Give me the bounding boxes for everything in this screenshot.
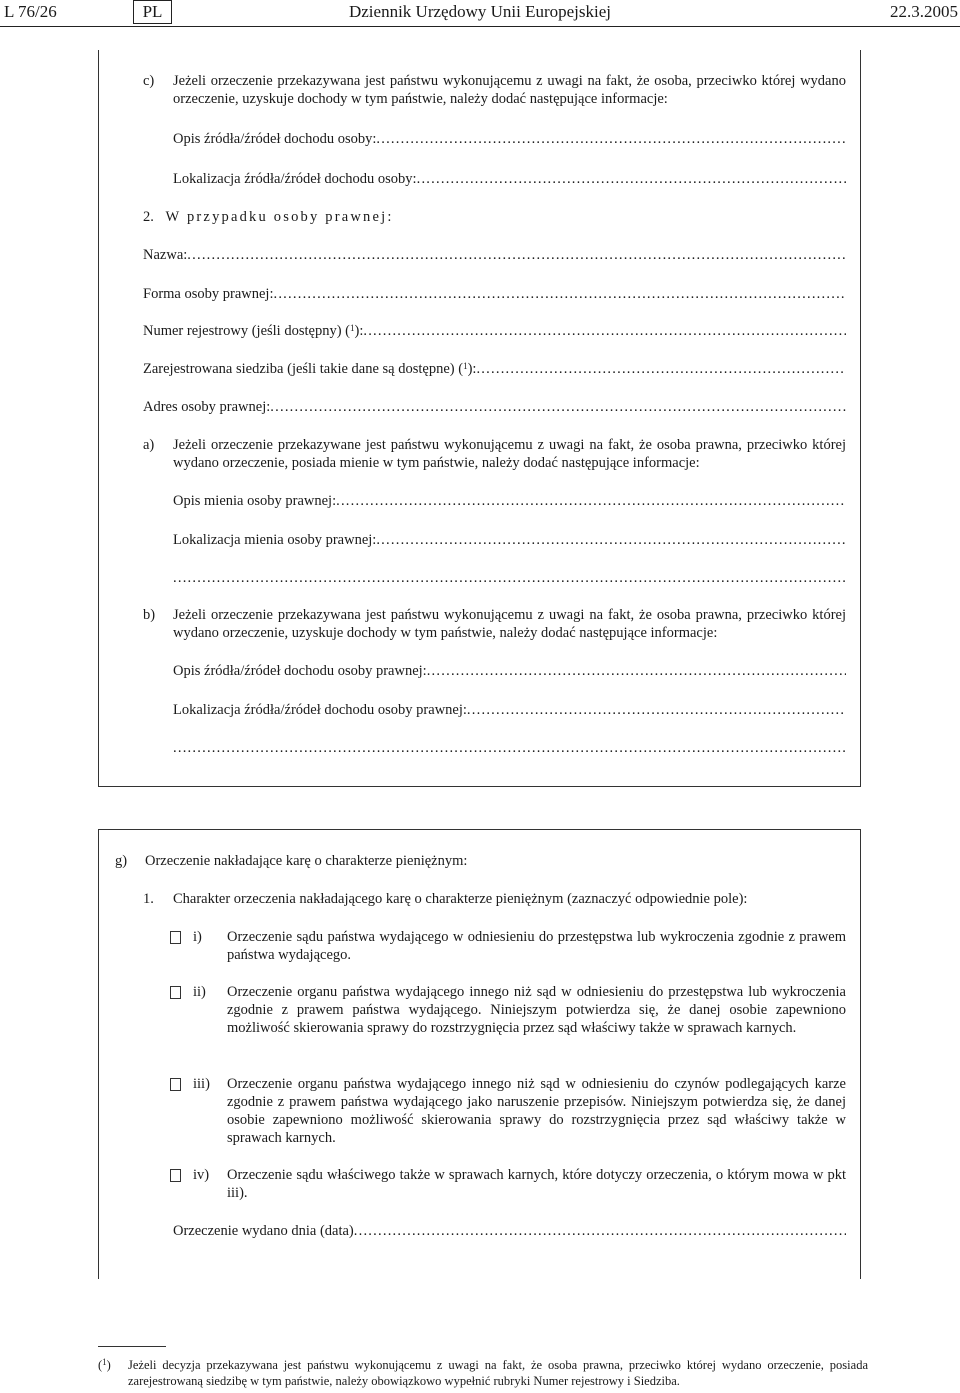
checkbox[interactable] <box>170 986 181 999</box>
section-g <box>115 852 846 870</box>
heading-number: 2. <box>143 209 154 225</box>
field-label: Adres osoby prawnej: <box>143 399 271 415</box>
section-a-marker: a) <box>143 437 155 453</box>
section-c-marker: c) <box>143 73 155 89</box>
section-g-marker: g) <box>115 853 128 869</box>
field-legal-income-source-description[interactable] <box>173 662 846 680</box>
option-text: Orzeczenie organu państwa wydającego innego niż sąd w odniesieniu do przestępstwa lub wykroczenia zgodnie z prawem państwa wydającego. Niniejszym potwierdza się, że danej osobie zapewniono możliwość skierowania sprawy do rozstrzygnięcia przez sąd właściwy także w sprawach karnych. <box>227 984 846 1036</box>
publication-date: 22.3.2005 <box>890 2 958 21</box>
legal-person-heading <box>143 208 394 226</box>
field-income-source-location[interactable] <box>173 170 846 188</box>
section-a-text: Jeżeli orzeczenie przekazywane jest państwu wykonującemu z uwagi na fakt, że osoba prawna, przeciwko której wydano orzeczenie, posiada mienie w tym państwie, należy dodać następujące informacje: <box>173 437 846 471</box>
language-code: PL <box>133 0 172 24</box>
field-judgment-date[interactable] <box>173 1222 846 1240</box>
option-number: i) <box>193 929 202 945</box>
page-number: L 76/26 <box>4 2 57 21</box>
option-number: iv) <box>193 1167 210 1183</box>
option-i[interactable] <box>170 928 846 968</box>
penalty-nature-item <box>143 890 846 908</box>
option-text: Orzeczenie sądu państwa wydającego w odniesieniu do przestępstwa lub wykroczenia zgodnie z prawem państwa wydającego. <box>227 929 846 963</box>
field-address[interactable] <box>143 398 846 416</box>
field-label: Lokalizacja źródła/źródeł dochodu osoby: <box>173 171 417 187</box>
section-c-text: Jeżeli orzeczenie przekazywana jest państwu wykonującemu z uwagi na fakt, że osoba, przeciwko której wydano orzeczenie, uzyskuje dochody w tym państwie, należy dodać następujące informacje: <box>173 73 846 107</box>
header-rule <box>0 26 960 27</box>
field-registration-number[interactable] <box>143 322 846 340</box>
field-label: Nazwa: <box>143 247 188 263</box>
option-number: iii) <box>193 1076 210 1092</box>
footnote-marker: 1 <box>102 1357 107 1367</box>
heading-text: W przypadku osoby prawnej: <box>165 209 394 225</box>
option-ii[interactable] <box>170 983 846 1058</box>
section-c <box>143 72 846 108</box>
field-label: Lokalizacja mienia osoby prawnej: <box>173 532 377 548</box>
section-b-marker: b) <box>143 607 156 623</box>
section-b <box>143 606 846 642</box>
field-property-location[interactable] <box>173 531 846 549</box>
field-label: Opis mienia osoby prawnej: <box>173 493 337 509</box>
checkbox[interactable] <box>170 1169 181 1182</box>
checkbox[interactable] <box>170 1078 181 1091</box>
field-continuation-line[interactable] <box>173 569 846 587</box>
field-property-description[interactable] <box>173 492 846 510</box>
option-text: Orzeczenie organu państwa wydającego innego niż sąd w odniesieniu do czynów podlegających karze zgodnie z prawem państwa wydającego jako naruszenie przepisów. Niniejszym potwierdza się, że danej osobie zapewniono możliwość skierowania sprawy do rozstrzygnięcia przez sąd właściwy także w sprawach karnych. <box>227 1076 846 1146</box>
field-income-source-description[interactable] <box>173 130 846 148</box>
option-iii[interactable] <box>170 1075 846 1150</box>
field-label: Forma osoby prawnej: <box>143 286 274 302</box>
footnote-rule <box>98 1346 166 1347</box>
section-a <box>143 436 846 472</box>
footnote-text: Jeżeli decyzja przekazywana jest państwu wykonującemu z uwagi na fakt, że osoba prawna, przeciwko której wydano orzeczenie, posiada zarejestrowaną siedzibę w tym państwie, należy obowiązkowo wypełnić rubryki Numer rejestrowy i Siedziba. <box>128 1358 868 1388</box>
field-label: Orzeczenie wydano dnia (data) <box>173 1223 354 1239</box>
page-header <box>0 0 960 28</box>
field-label: Numer rejestrowy (jeśli dostępny) ($^1$): <box>143 323 364 339</box>
field-legal-income-source-location[interactable] <box>173 701 846 719</box>
option-text: Orzeczenie sądu właściwego także w sprawach karnych, które dotyczy orzeczenia, o którym mowa w pkt iii). <box>227 1167 846 1201</box>
field-label: Lokalizacja źródła/źródeł dochodu osoby prawnej: <box>173 702 467 718</box>
option-number: ii) <box>193 984 206 1000</box>
footnote-ref: 1 <box>463 361 468 371</box>
field-name[interactable] <box>143 246 846 264</box>
field-legal-form[interactable] <box>143 285 846 303</box>
field-label: Opis źródła/źródeł dochodu osoby: <box>173 131 377 147</box>
item-number: 1. <box>143 891 154 907</box>
journal-title: Dziennik Urzędowy Unii Europejskiej <box>348 2 611 21</box>
footnote-ref: 1 <box>349 323 355 333</box>
field-label: Zarejestrowana siedziba (jeśli takie dane są dostępne) ($^1$): <box>143 361 477 377</box>
item-text: Charakter orzeczenia nakładającego karę o charakterze pieniężnym (zaznaczyć odpowiednie pole): <box>173 891 748 907</box>
field-continuation-line[interactable] <box>173 739 846 757</box>
option-iv[interactable] <box>170 1166 846 1206</box>
section-g-title: Orzeczenie nakładające karę o charakterze pieniężnym: <box>145 853 468 869</box>
section-b-text: Jeżeli orzeczenie przekazywana jest państwu wykonującemu z uwagi na fakt, że osoba prawna, przeciwko której wydano orzeczenie, uzyskuje dochody w tym państwie, należy dodać następujące informacje: <box>173 607 846 641</box>
field-label: Opis źródła/źródeł dochodu osoby prawnej: <box>173 663 427 679</box>
footnote: ($^1$) Jeżeli decyzja przekazywana jest państwu wykonującemu z uwagi na fakt, że osoba prawna, przeciwko której wydano orzeczenie, posiada zarejestrowaną siedzibę w tym państwie, należy obowiązkowo wypełnić rubryki Numer rejestrowy i Siedziba. <box>98 1357 868 1388</box>
field-registered-seat[interactable] <box>143 360 846 378</box>
checkbox[interactable] <box>170 931 181 944</box>
